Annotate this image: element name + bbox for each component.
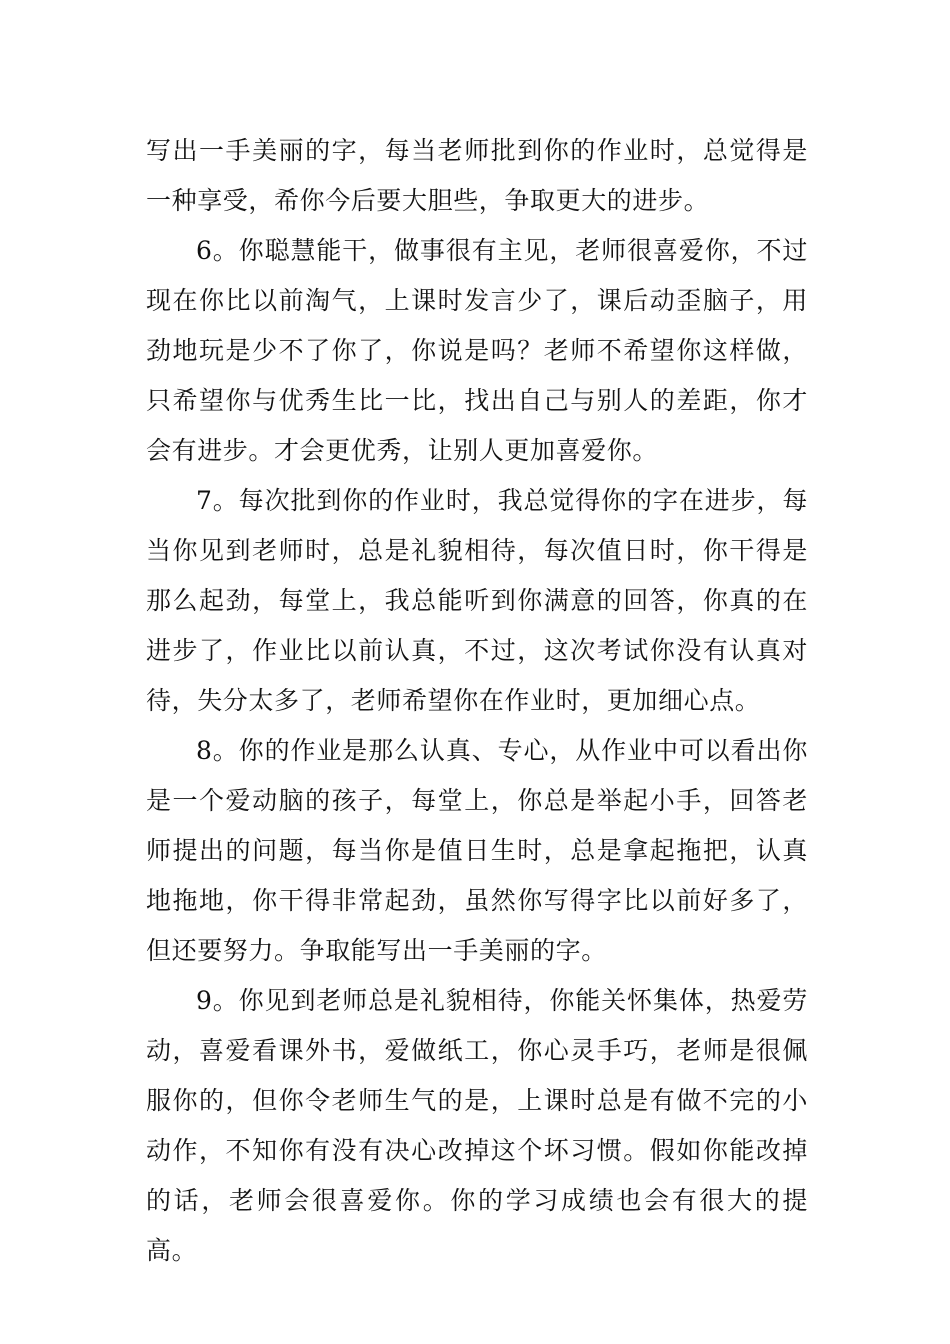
paragraph-comment-8: 8。你的作业是那么认真、专心，从作业中可以看出你是一个爱动脑的孩子，每堂上，你总是举起小手，回答老师提出的问题，每当你是值日生时，总是拿起拖把，认真地拖地，你干得非常起劲，虽然你写得字比以前好多了，但还要努力。争取能写出一手美丽的字。	[146, 736, 808, 965]
paragraph-comment-7: 7。每次批到你的作业时，我总觉得你的字在进步，每当你见到老师时，总是礼貌相待，每次值日时，你干得是那么起劲，每堂上，我总能听到你满意的回答，你真的在进步了，作业比以前认真，不过，这次考试你没有认真对待，失分太多了，老师希望你在作业时，更加细心点。	[146, 486, 808, 715]
paragraph-comment-6: 6。你聪慧能干，做事很有主见，老师很喜爱你，不过现在你比以前淘气，上课时发言少了，课后动歪脑子，用劲地玩是少不了你了，你说是吗？老师不希望你这样做，只希望你与优秀生比一比，找出自己与别人的差距，你才会有进步。才会更优秀，让别人更加喜爱你。	[146, 236, 808, 465]
paragraph-comment-9: 9。你见到老师总是礼貌相待，你能关怀集体，热爱劳动，喜爱看课外书，爱做纸工，你心灵手巧，老师是很佩服你的，但你令老师生气的是，上课时总是有做不完的小动作，不知你有没有决心改掉这个坏习惯。假如你能改掉的话，老师会很喜爱你。你的学习成绩也会有很大的提高。	[146, 986, 808, 1265]
paragraph-continuation: 写出一手美丽的字，每当老师批到你的作业时，总觉得是一种享受，希你今后要大胆些，争取更大的进步。	[146, 136, 808, 215]
document-body	[146, 126, 808, 1276]
